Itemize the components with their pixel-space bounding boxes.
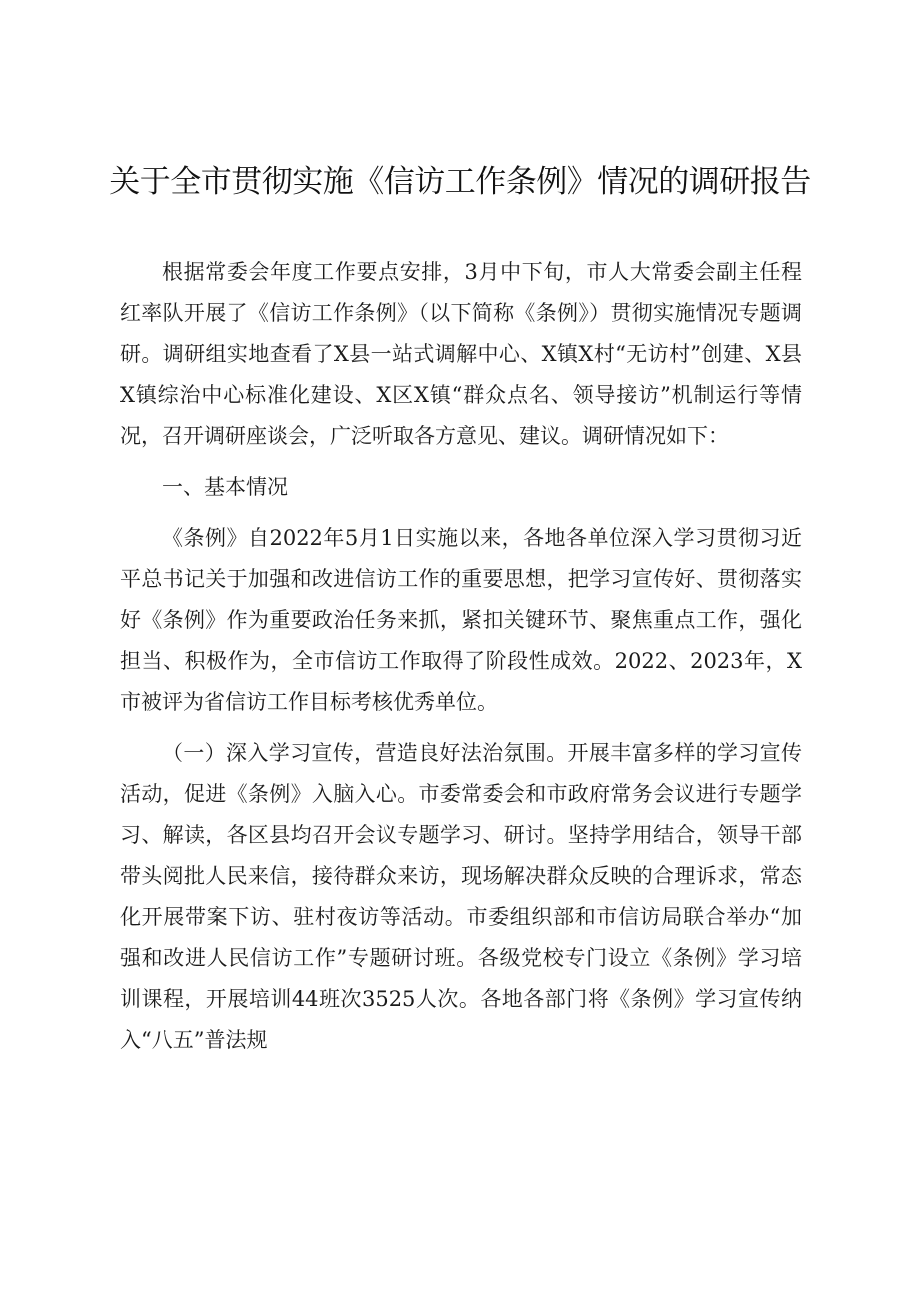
intro-paragraph: 根据常委会年度工作要点安排，3月中下旬，市人大常委会副主任程红率队开展了《信访工作条例》（以下简称《条例》）贯彻实施情况专题调研。调研组实地查看了X县一站式调解中心、X镇X村“无访村”创建、X县X镇综治中心标准化建设、X区X镇“群众点名、领导接访”机制运行等情况，召开调研座谈会，广泛听取各方意见、建议。调研情况如下：	[120, 260, 802, 448]
basic-situation-paragraph: 《条例》自2022年5月1日实施以来，各地各单位深入学习贯彻习近平总书记关于加强和改进信访工作的重要思想，把学习宣传好、贯彻落实好《条例》作为重要政治任务来抓，紧扣关键环节、聚焦重点工作，强化担当、积极作为，全市信访工作取得了阶段性成效。2022、2023年，X市被评为省信访工作目标考核优秀单位。	[120, 526, 802, 714]
document-title: 关于全市贯彻实施《信访工作条例》情况的调研报告	[109, 164, 811, 200]
section-heading-basic: 一、基本情况	[162, 475, 288, 499]
subsection-one-paragraph: （一）深入学习宣传，营造良好法治氛围。开展丰富多样的学习宣传活动，促进《条例》入脑入心。市委常委会和市政府常务会议进行专题学习、解读，各区县均召开会议专题学习、研讨。坚持学用结合，领导干部带头阅批人民来信，接待群众来访，现场解决群众反映的合理诉求，常态化开展带案下访、驻村夜访等活动。市委组织部和市信访局联合举办“加强和改进人民信访工作”专题研讨班。各级党校专门设立《条例》学习培训课程，开展培训44班次3525人次。各地各部门将《条例》学习宣传纳入“八五”普法规	[120, 741, 802, 1052]
document-body	[120, 252, 802, 1061]
